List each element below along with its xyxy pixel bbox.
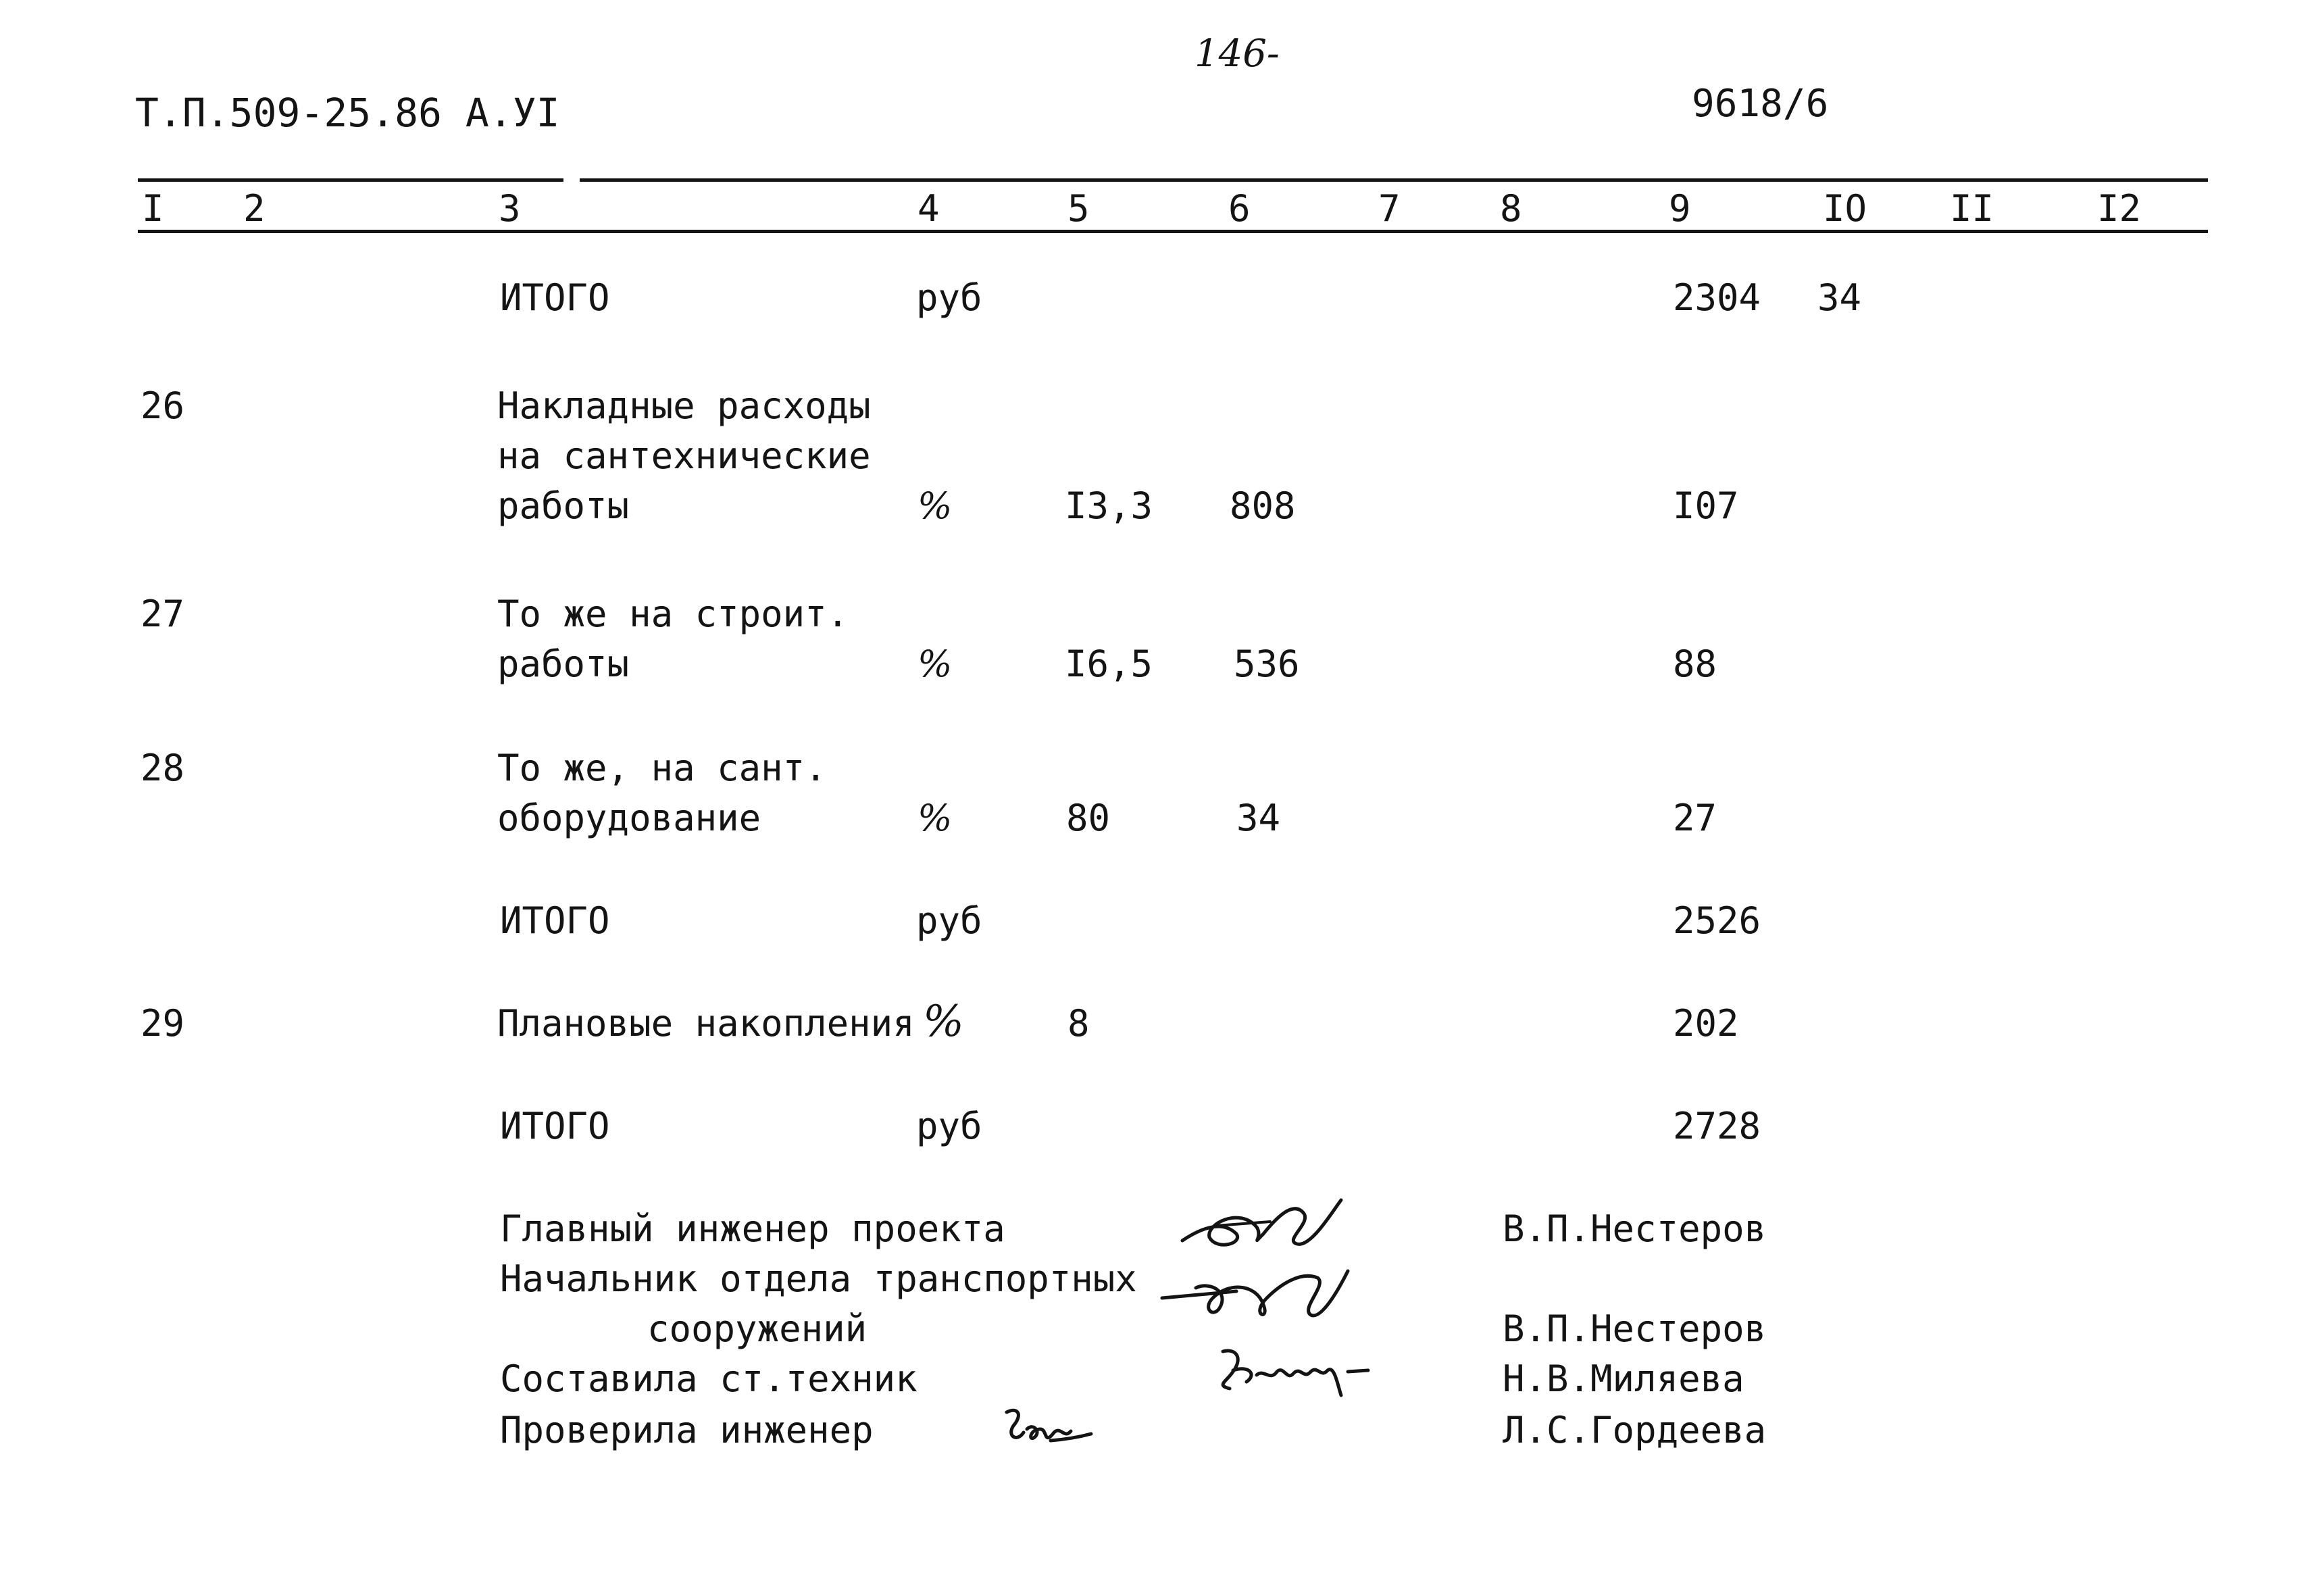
col-header-2: 2 bbox=[243, 187, 266, 230]
table-row-29-col9: 202 bbox=[1673, 1002, 1739, 1045]
table-row-total-1-col9: 2304 bbox=[1673, 276, 1761, 319]
col-header-8: 8 bbox=[1500, 187, 1522, 230]
table-row-26-unit: % bbox=[917, 484, 953, 527]
table-row-27-col6: 536 bbox=[1234, 643, 1300, 685]
col-header-9: 9 bbox=[1669, 187, 1691, 230]
department-head-signature bbox=[1155, 1261, 1358, 1335]
table-row-29-line-1: Плановые накопления bbox=[497, 1002, 915, 1045]
table-row-27-num: 27 bbox=[141, 593, 185, 635]
table-row-27-line-1: То же на строит. bbox=[497, 593, 849, 635]
col-header-12: I2 bbox=[2097, 187, 2142, 230]
header-bottom-rule bbox=[138, 230, 2208, 233]
table-row-total-2-unit: руб bbox=[916, 899, 982, 942]
table-row-total-3-unit: руб bbox=[916, 1105, 982, 1147]
department-head-title-line-2: сооружений bbox=[647, 1307, 867, 1350]
compiled-by-signature bbox=[1209, 1338, 1385, 1405]
header-top-rule-left bbox=[138, 178, 563, 182]
table-row-26-col5: I3,3 bbox=[1065, 484, 1153, 527]
col-header-4: 4 bbox=[917, 187, 940, 230]
col-header-1: I bbox=[142, 187, 164, 230]
department-head-name: В.П.Нестеров bbox=[1503, 1307, 1767, 1350]
compiled-by-name: Н.В.Миляева bbox=[1503, 1357, 1744, 1400]
col-header-10: IO bbox=[1823, 187, 1867, 230]
table-row-29-unit: % bbox=[923, 997, 964, 1047]
table-row-28-col6: 34 bbox=[1236, 797, 1281, 839]
table-row-total-2-col9: 2526 bbox=[1673, 899, 1761, 942]
table-row-26-line-1: Накладные расходы bbox=[497, 384, 871, 427]
col-header-7: 7 bbox=[1378, 187, 1401, 230]
table-row-29-col5: 8 bbox=[1067, 1002, 1090, 1045]
table-row-27-line-2: работы bbox=[497, 643, 630, 685]
table-row-26-col9: I07 bbox=[1673, 484, 1739, 527]
page-number: 146- bbox=[1194, 32, 1280, 76]
table-row-26-num: 26 bbox=[141, 384, 185, 427]
doc-number: 9618/6 bbox=[1692, 82, 1829, 126]
table-row-total-2-label: ИТОГО bbox=[500, 899, 610, 942]
table-row-28-num: 28 bbox=[141, 747, 185, 789]
col-header-6: 6 bbox=[1228, 187, 1251, 230]
table-row-total-3-col9: 2728 bbox=[1673, 1105, 1761, 1147]
table-row-27-col5: I6,5 bbox=[1065, 643, 1153, 685]
compiled-by-title: Составила ст.техник bbox=[500, 1357, 917, 1400]
doc-code: Т.П.509-25.86 А.УI bbox=[135, 90, 560, 136]
checked-by-signature bbox=[993, 1399, 1101, 1460]
chief-engineer-signature bbox=[1176, 1187, 1351, 1261]
table-row-26-col6: 808 bbox=[1230, 484, 1296, 527]
chief-engineer-title: Главный инженер проекта bbox=[500, 1207, 1005, 1250]
table-row-28-line-2: оборудование bbox=[497, 797, 761, 839]
table-row-27-col9: 88 bbox=[1673, 643, 1717, 685]
table-row-total-3-label: ИТОГО bbox=[500, 1105, 610, 1147]
table-row-29-num: 29 bbox=[141, 1002, 185, 1045]
table-row-28-unit: % bbox=[917, 797, 953, 839]
department-head-title-line-1: Начальник отдела транспортных bbox=[500, 1257, 1137, 1300]
checked-by-title: Проверила инженер bbox=[500, 1409, 874, 1451]
table-row-total-1-unit: руб bbox=[916, 276, 982, 319]
header-top-rule-right bbox=[580, 178, 2208, 182]
table-row-28-col5: 80 bbox=[1066, 797, 1111, 839]
table-row-total-1-col10: 34 bbox=[1817, 276, 1862, 319]
table-row-28-line-1: То же, на сант. bbox=[497, 747, 827, 789]
table-row-27-unit: % bbox=[917, 643, 953, 685]
table-row-total-1-label: ИТОГО bbox=[500, 276, 610, 319]
table-row-28-col9: 27 bbox=[1673, 797, 1717, 839]
col-header-3: 3 bbox=[499, 187, 521, 230]
checked-by-name: Л.С.Гордеева bbox=[1503, 1409, 1767, 1451]
col-header-11: II bbox=[1950, 187, 1994, 230]
col-header-5: 5 bbox=[1067, 187, 1090, 230]
chief-engineer-name: В.П.Нестеров bbox=[1503, 1207, 1767, 1250]
table-row-26-line-3: работы bbox=[497, 484, 630, 527]
table-row-26-line-2: на сантехнические bbox=[497, 434, 871, 477]
